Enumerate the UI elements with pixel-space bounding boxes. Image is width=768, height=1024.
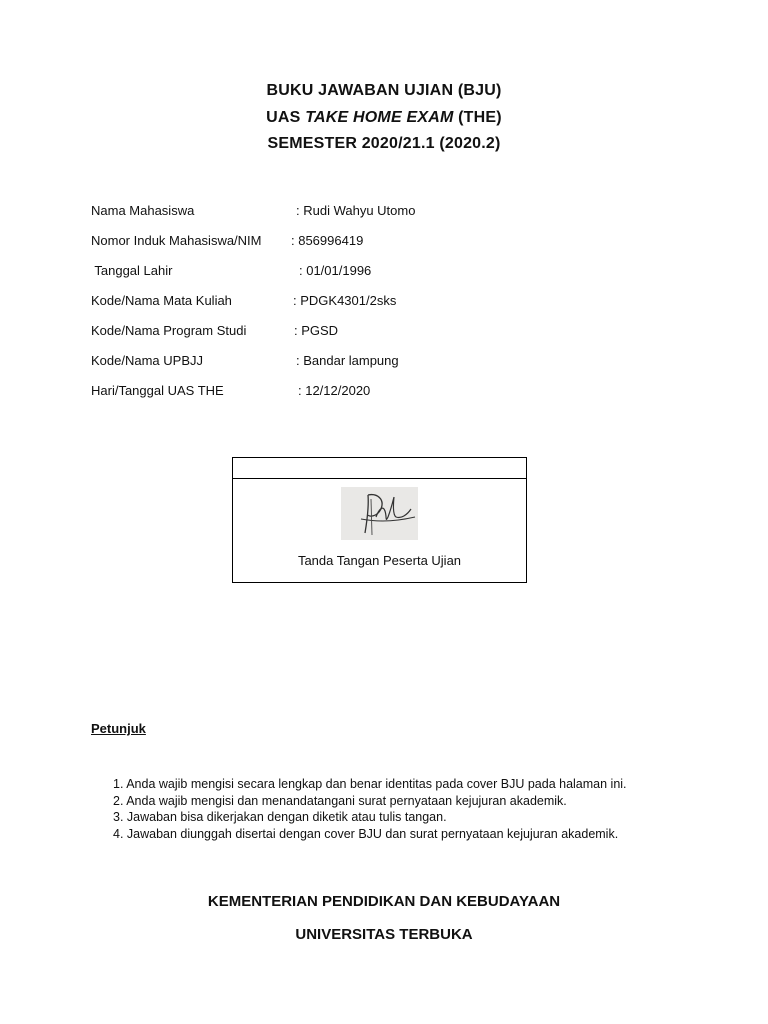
field-value: : PGSD	[294, 323, 339, 338]
list-item: 1. Anda wajib mengisi secara lengkap dan benar identitas pada cover BJU pada halaman ini.	[113, 777, 627, 791]
semester-title: SEMESTER 2020/21.1 (2020.2)	[267, 135, 501, 152]
field-label: Kode/Nama Mata Kuliah	[91, 293, 232, 308]
signature-image	[341, 487, 418, 540]
field-label: Kode/Nama UPBJJ	[91, 353, 203, 368]
field-label: Tanggal Lahir	[91, 263, 173, 278]
subtitle-suffix: (THE)	[453, 109, 502, 126]
field-label: Kode/Nama Program Studi	[91, 323, 247, 338]
list-item: 3. Jawaban bisa dikerjakan dengan diketik atau tulis tangan.	[113, 810, 447, 824]
field-value: : 01/01/1996	[299, 263, 372, 278]
field-value: : Bandar lampung	[296, 353, 399, 368]
list-item: 4. Jawaban diunggah disertai dengan cover BJU dan surat pernyataan kejujuran akademik.	[113, 826, 619, 841]
ministry-name: KEMENTERIAN PENDIDIKAN DAN KEBUDAYAAN	[207, 893, 561, 910]
field-value: : PDGK4301/2sks	[293, 293, 397, 308]
field-label: Hari/Tanggal UAS THE	[91, 383, 224, 398]
document-title: BUKU JAWABAN UJIAN (BJU)	[266, 82, 502, 99]
list-item: 2. Anda wajib mengisi dan menandatangani surat pernyataan kejujuran akademik.	[113, 793, 567, 808]
signature-scribble	[341, 487, 418, 540]
signature-box	[232, 457, 527, 583]
document-subtitle	[0, 109, 768, 127]
field-label: Nomor Induk Mahasiswa/NIM	[91, 233, 262, 248]
subtitle-italic: TAKE HOME EXAM	[305, 109, 454, 126]
signature-box-divider	[233, 478, 526, 479]
field-label: Nama Mahasiswa	[91, 203, 195, 218]
field-value: : 856996419	[291, 233, 364, 248]
signature-caption: Tanda Tangan Peserta Ujian	[297, 553, 462, 568]
university-name: UNIVERSITAS TERBUKA	[295, 926, 473, 943]
field-value: : Rudi Wahyu Utomo	[296, 203, 416, 218]
instructions-list	[113, 776, 627, 842]
instructions-heading: Petunjuk	[91, 721, 146, 736]
subtitle-prefix: UAS	[266, 109, 306, 126]
field-value: : 12/12/2020	[298, 383, 371, 398]
